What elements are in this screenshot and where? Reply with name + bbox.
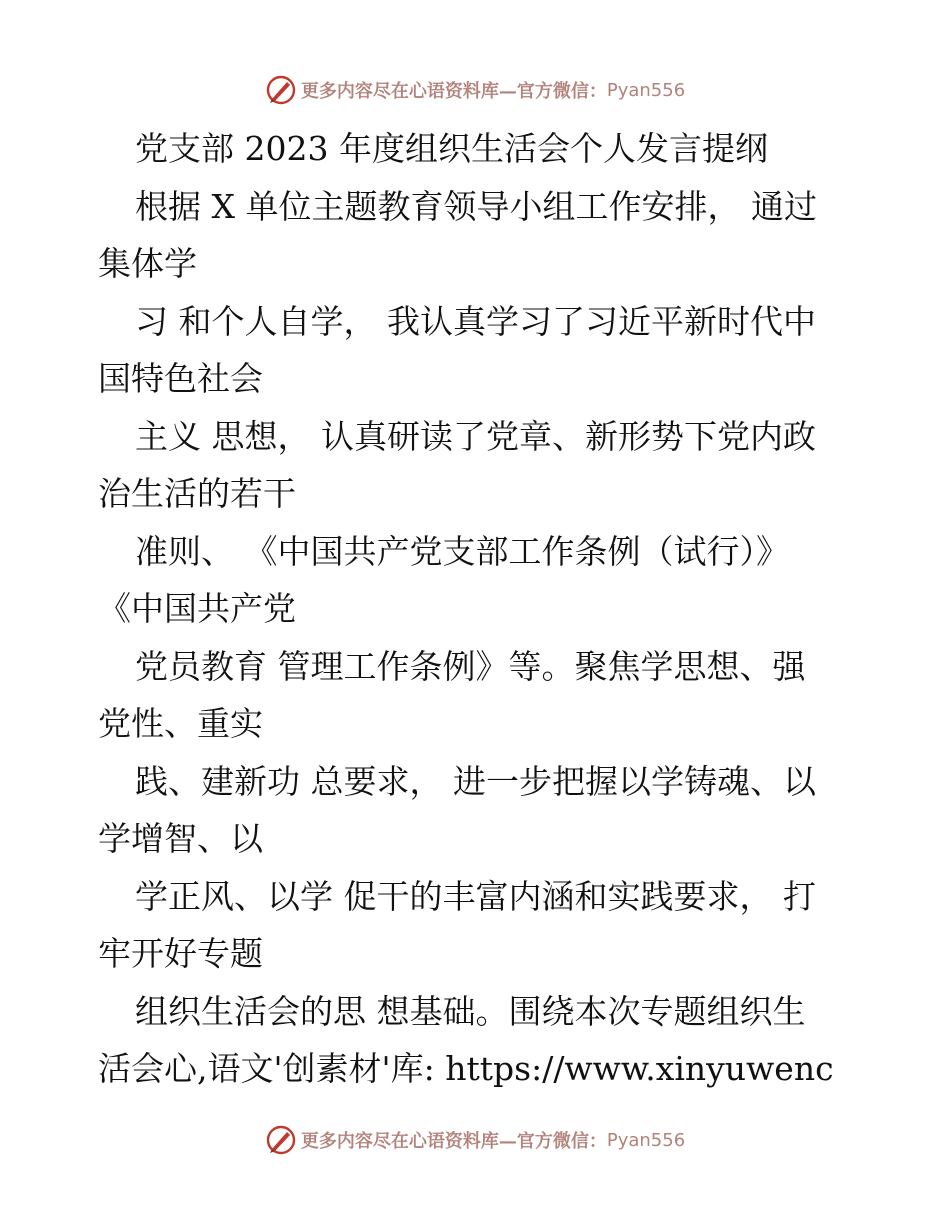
- text-line: 党员教育 管理工作条例》等。聚焦学思想、强: [135, 646, 806, 686]
- banner-contact: Pyan556: [606, 1129, 686, 1151]
- banner-contact: Pyan556: [606, 79, 686, 101]
- text-line: 学增智、以: [98, 819, 263, 858]
- text-line: 集体学: [98, 244, 197, 283]
- banner-text: 更多内容尽在心语资料库—官方微信：: [300, 1131, 607, 1152]
- text-line: 准则、 《中国共产党支部工作条例（试行）》: [135, 531, 789, 571]
- text-line: 党性、重实: [98, 704, 263, 743]
- text-line: 组织生活会的思 想基础。围绕本次专题组织生: [135, 991, 806, 1031]
- header-banner: [0, 73, 950, 107]
- document-body: [98, 120, 858, 1098]
- text-line: 活会心,语文'创素材'库: https://www.xinyuwenc: [98, 1049, 834, 1088]
- text-line: 习 和个人自学， 我认真学习了习近平新时代中: [135, 301, 816, 341]
- text-line: 根据 X 单位主题教育领导小组工作安排， 通过: [135, 186, 817, 226]
- quill-pen-logo-icon: [265, 1124, 297, 1156]
- text-line: 主义 思想， 认真研读了党章、新形势下党内政: [135, 416, 816, 456]
- text-line: 践、建新功 总要求， 进一步把握以学铸魂、以: [135, 761, 816, 801]
- document-title: 党支部 2023 年度组织生活会个人发言提纲: [135, 129, 768, 168]
- footer-banner: [0, 1123, 950, 1157]
- text-line: 治生活的若干: [98, 474, 296, 513]
- text-line: 牢开好专题: [98, 934, 263, 973]
- text-line: 《中国共产党: [98, 589, 296, 628]
- text-line: 国特色社会: [98, 359, 263, 398]
- banner-text: 更多内容尽在心语资料库—官方微信：: [300, 81, 607, 102]
- quill-pen-logo-icon: [265, 74, 297, 106]
- text-line: 学正风、以学 促干的丰富内涵和实践要求， 打: [135, 876, 816, 916]
